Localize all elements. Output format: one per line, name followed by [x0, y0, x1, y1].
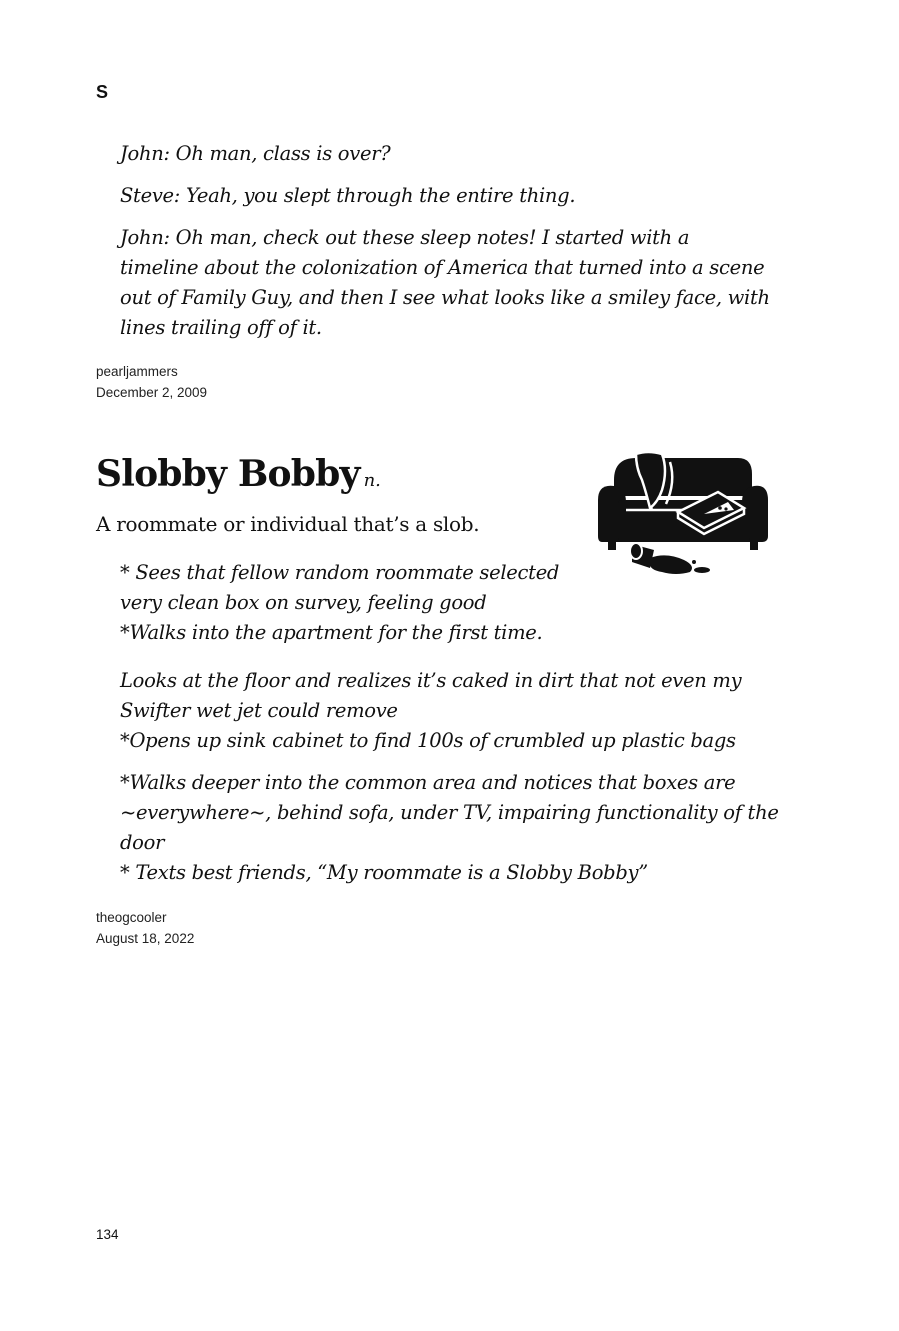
previous-entry-example: [120, 139, 780, 343]
entry-byline: [96, 907, 194, 949]
example-line: * Texts best friends, “My roommate is a Slobby Bobby”: [120, 861, 648, 884]
section-letter: S: [96, 82, 109, 102]
example-line: Steve: Yeah, you slept through the entire thing.: [120, 184, 576, 207]
author-name[interactable]: theogcooler: [96, 910, 167, 925]
entry-date: August 18, 2022: [96, 931, 195, 946]
example-line: *Walks into the apartment for the first time.: [120, 621, 543, 644]
example-line: * Sees that fellow random roommate selected: [120, 561, 560, 584]
page-number: 134: [96, 1227, 119, 1242]
example-line: John: Oh man, class is over?: [120, 142, 391, 165]
example-line: *Walks deeper into the common area and notices that boxes are ~everywhere~, behind sofa, under TV, impairing functionality of the door: [120, 771, 779, 854]
entry-example-2: [120, 666, 770, 756]
example-line: very clean box on survey, feeling good: [120, 591, 487, 614]
part-of-speech: n.: [363, 470, 381, 491]
example-line: *Opens up sink cabinet to find 100s of crumbled up plastic bags: [120, 729, 736, 752]
previous-entry-byline: [96, 361, 207, 403]
entry-date: December 2, 2009: [96, 385, 208, 400]
entry-example-3: [120, 768, 780, 888]
example-line: John: Oh man, check out these sleep notes! I started with a timeline about the colonization of America that turned into a scene out of Family Guy, and then I see what looks like a smiley face, with lines trailing off of it.: [120, 226, 770, 339]
author-name[interactable]: pearljammers: [96, 364, 178, 379]
entry-word: Slobby Bobby: [96, 453, 360, 495]
entry-definition: A roommate or individual that’s a slob.: [96, 512, 480, 536]
entry-title: [96, 450, 381, 505]
example-line: Looks at the floor and realizes it’s caked in dirt that not even my Swifter wet jet could remove: [120, 669, 742, 722]
entry-example-1: [120, 558, 780, 648]
